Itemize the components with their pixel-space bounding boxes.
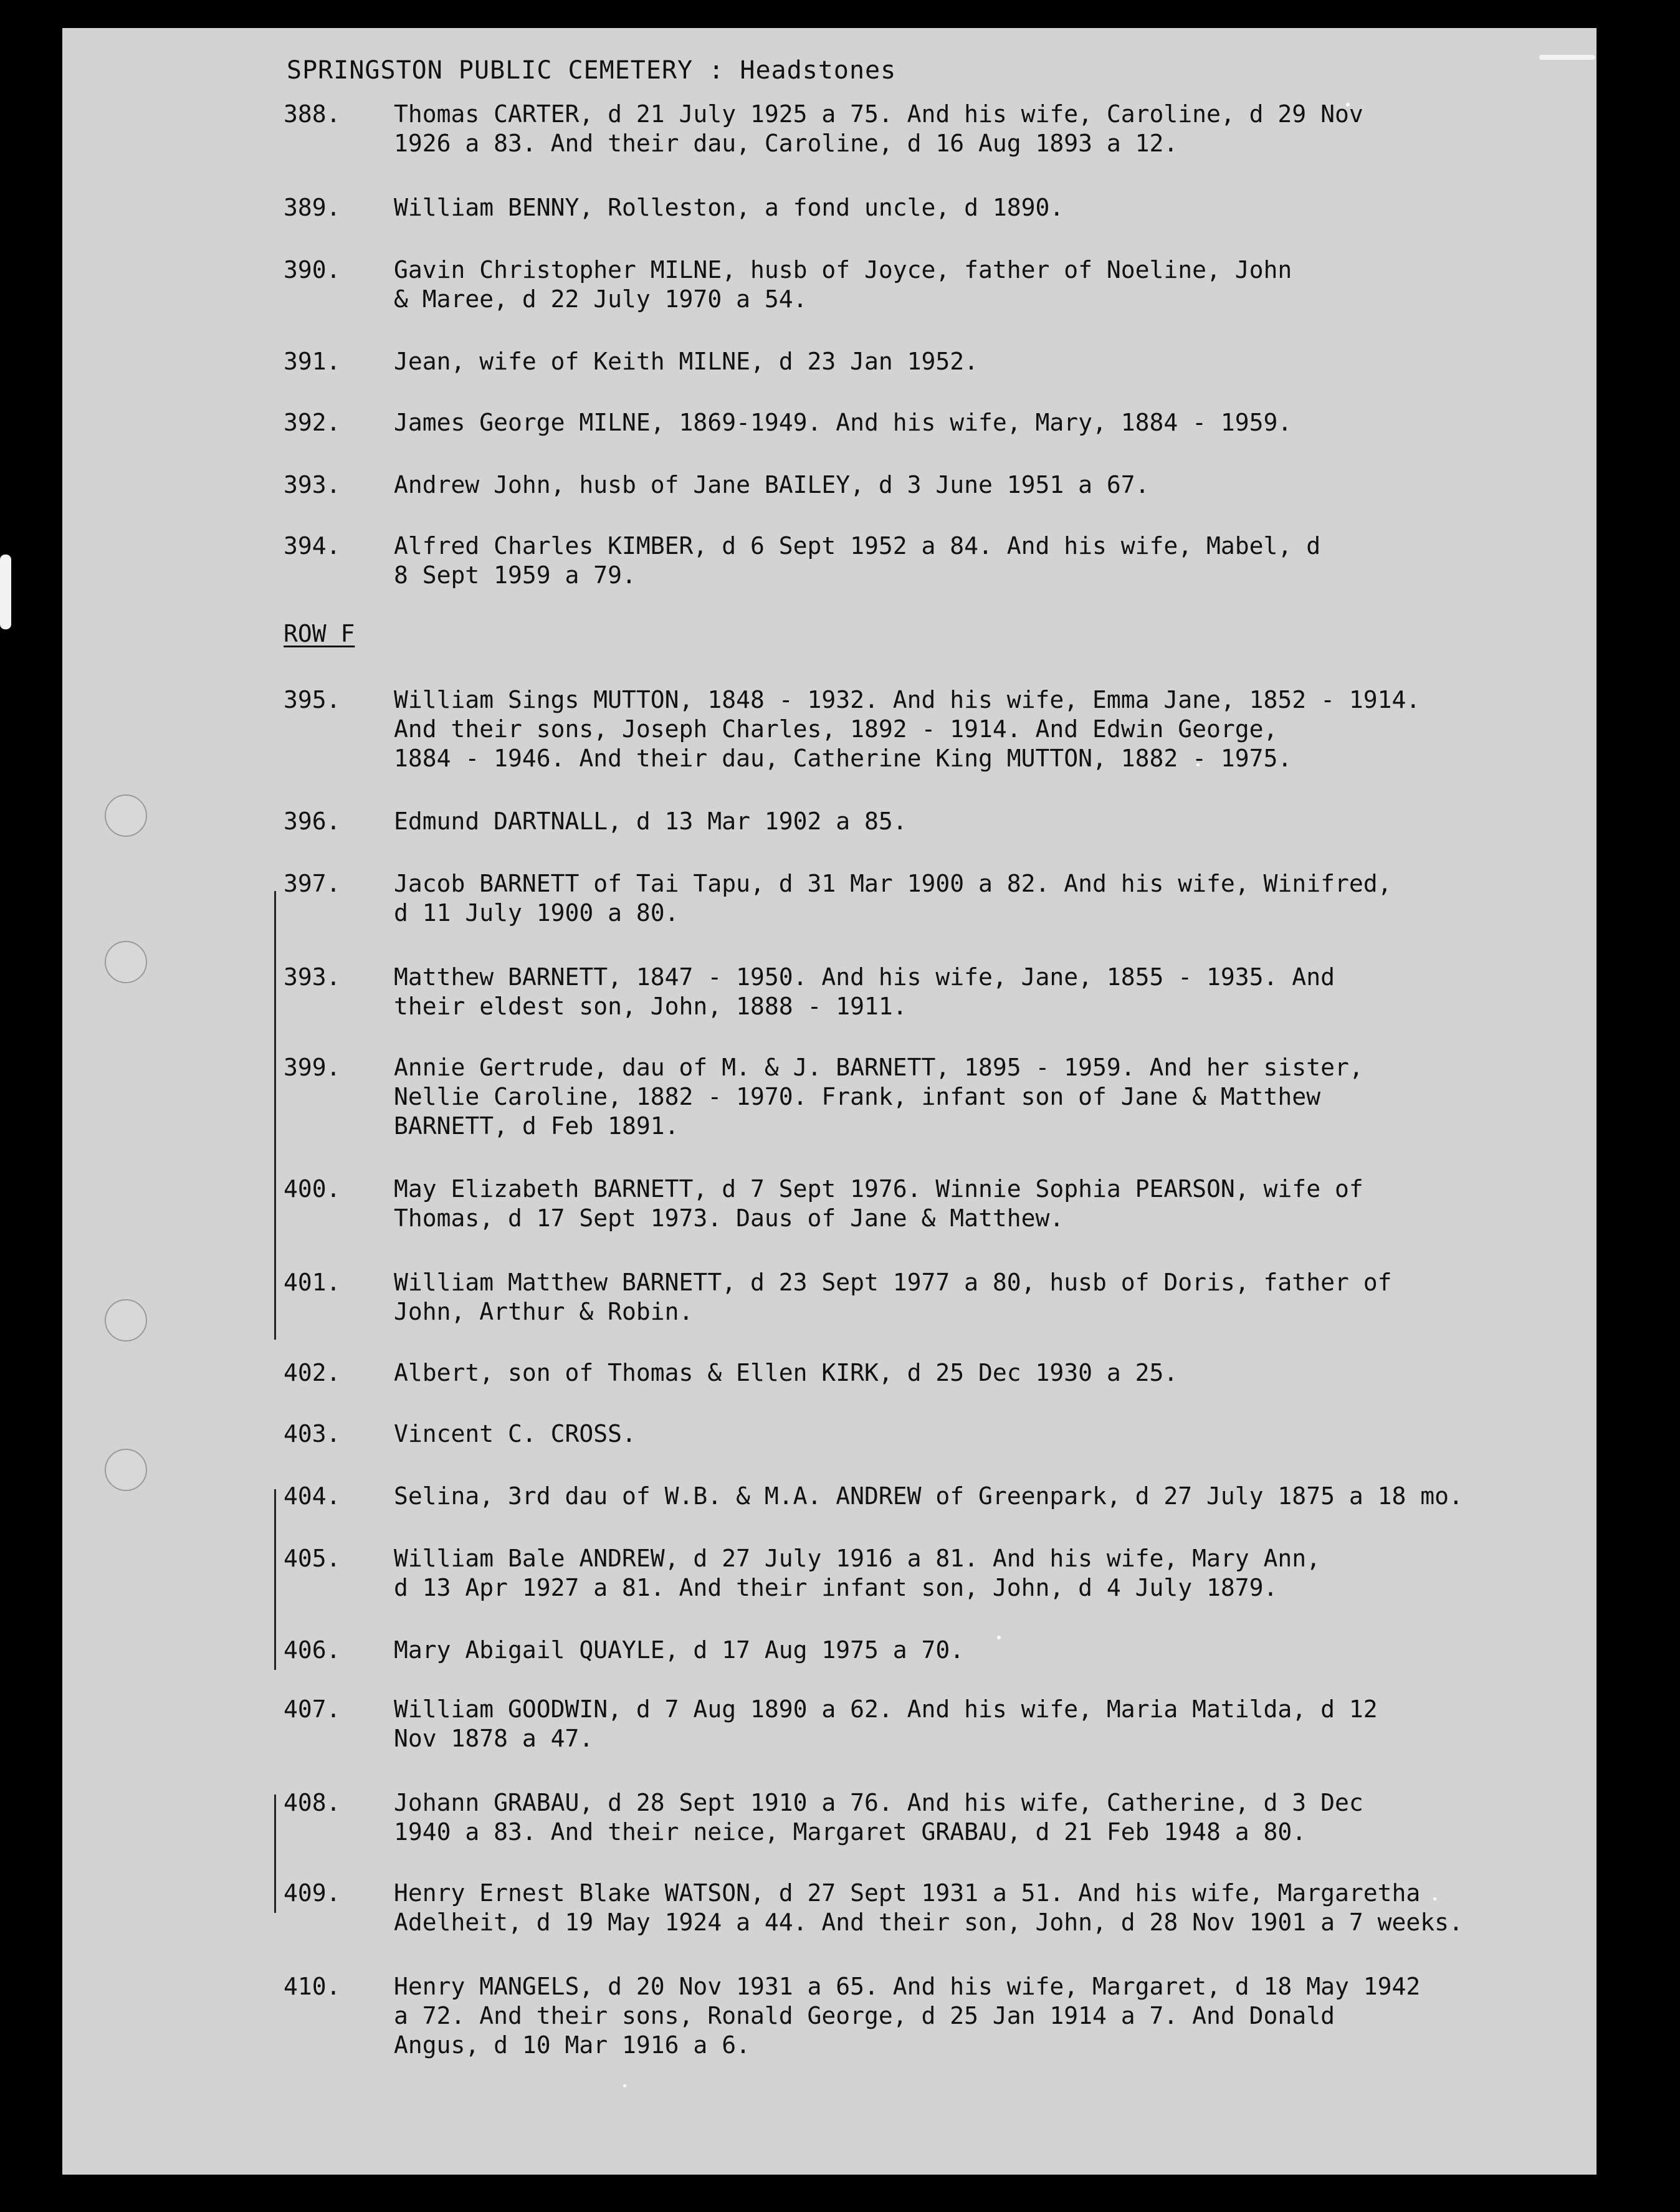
- entry-line: Adelheit, d 19 May 1924 a 44. And their son, John, d 28 Nov 1901 a 7 weeks.: [394, 1909, 1463, 1936]
- entry-line: James George MILNE, 1869-1949. And his wife, Mary, 1884 - 1959.: [394, 409, 1292, 436]
- entry-text: [394, 100, 1596, 158]
- punch-hole: [105, 1449, 147, 1491]
- entry-number: 401.: [284, 1269, 341, 1296]
- entry-text: [394, 1175, 1596, 1233]
- group-bracket: [274, 1489, 282, 1670]
- entry-line: 1926 a 83. And their dau, Caroline, d 16 Aug 1893 a 12.: [394, 130, 1178, 157]
- entry-text: [394, 408, 1596, 437]
- entry-text: [394, 1544, 1596, 1603]
- entry-line: d 13 Apr 1927 a 81. And their infant son, John, d 4 July 1879.: [394, 1574, 1278, 1601]
- entry-line: BARNETT, d Feb 1891.: [394, 1112, 679, 1140]
- entry-number: 407.: [284, 1695, 341, 1723]
- entry-line: Thomas CARTER, d 21 July 1925 a 75. And his wife, Caroline, d 29 Nov: [394, 100, 1363, 128]
- punch-hole: [105, 794, 147, 837]
- entry-line: Johann GRABAU, d 28 Sept 1910 a 76. And his wife, Catherine, d 3 Dec: [394, 1789, 1363, 1816]
- entry-text: [394, 1879, 1596, 1937]
- scan-mark: [0, 555, 11, 629]
- paper-speck: [623, 2084, 626, 2087]
- entry-line: Andrew John, husb of Jane BAILEY, d 3 June 1951 a 67.: [394, 471, 1150, 498]
- entry-text: [394, 963, 1596, 1021]
- entry-number: 394.: [284, 532, 341, 560]
- entry-text: [394, 1972, 1596, 2060]
- entry-number: 390.: [284, 256, 341, 284]
- entry-number: 403.: [284, 1420, 341, 1447]
- entry-number: 400.: [284, 1175, 341, 1203]
- entry-number: 389.: [284, 194, 341, 221]
- entry-line: a 72. And their sons, Ronald George, d 25 Jan 1914 a 7. And Donald: [394, 2002, 1335, 2029]
- entry-text: [394, 1482, 1596, 1511]
- entry-line: May Elizabeth BARNETT, d 7 Sept 1976. Winnie Sophia PEARSON, wife of: [394, 1175, 1363, 1203]
- entry-line: 1940 a 83. And their neice, Margaret GRABAU, d 21 Feb 1948 a 80.: [394, 1818, 1307, 1846]
- entry-line: Nov 1878 a 47.: [394, 1725, 594, 1752]
- entry-line: Matthew BARNETT, 1847 - 1950. And his wife, Jane, 1855 - 1935. And: [394, 963, 1335, 991]
- entry-text: [394, 1788, 1596, 1847]
- entry-line: Mary Abigail QUAYLE, d 17 Aug 1975 a 70.: [394, 1636, 965, 1664]
- punch-hole: [105, 1299, 147, 1342]
- entry-line: William Bale ANDREW, d 27 July 1916 a 81. And his wife, Mary Ann,: [394, 1545, 1321, 1572]
- entry-text: [394, 1419, 1596, 1449]
- entry-number: 396.: [284, 808, 341, 835]
- entry-text: [394, 807, 1596, 836]
- entry-line: Jacob BARNETT of Tai Tapu, d 31 Mar 1900 a 82. And his wife, Winifred,: [394, 870, 1392, 897]
- entry-line: Alfred Charles KIMBER, d 6 Sept 1952 a 84. And his wife, Mabel, d: [394, 532, 1321, 560]
- punch-hole: [105, 941, 147, 983]
- entry-line: Albert, son of Thomas & Ellen KIRK, d 25 Dec 1930 a 25.: [394, 1359, 1178, 1386]
- entry-line: Angus, d 10 Mar 1916 a 6.: [394, 2031, 750, 2059]
- entry-line: Henry MANGELS, d 20 Nov 1931 a 65. And his wife, Margaret, d 18 May 1942: [394, 1973, 1421, 2000]
- entry-text: [394, 1695, 1596, 1753]
- entry-number: 393.: [284, 963, 341, 991]
- entry-number: 408.: [284, 1789, 341, 1816]
- entry-number: 395.: [284, 686, 341, 713]
- entry-number: 397.: [284, 870, 341, 897]
- entry-line: Selina, 3rd dau of W.B. & M.A. ANDREW of Greenpark, d 27 July 1875 a 18 mo.: [394, 1482, 1463, 1510]
- entry-line: William GOODWIN, d 7 Aug 1890 a 62. And his wife, Maria Matilda, d 12: [394, 1695, 1378, 1723]
- entry-line: Edmund DARTNALL, d 13 Mar 1902 a 85.: [394, 808, 907, 835]
- entry-text: [394, 193, 1596, 222]
- entry-number: 399.: [284, 1054, 341, 1081]
- entry-text: [394, 470, 1596, 500]
- entry-text: [394, 347, 1596, 376]
- entry-number: 391.: [284, 348, 341, 375]
- entry-text: [394, 532, 1596, 590]
- entry-line: Vincent C. CROSS.: [394, 1420, 636, 1447]
- entry-text: [394, 685, 1596, 773]
- entry-text: [394, 1268, 1596, 1327]
- entry-line: William Sings MUTTON, 1848 - 1932. And his wife, Emma Jane, 1852 - 1914.: [394, 686, 1421, 713]
- entry-text: [394, 1636, 1596, 1665]
- entry-line: William BENNY, Rolleston, a fond uncle, d 1890.: [394, 194, 1064, 221]
- entry-text: [394, 1053, 1596, 1141]
- entry-line: 8 Sept 1959 a 79.: [394, 561, 636, 589]
- entry-line: Thomas, d 17 Sept 1973. Daus of Jane & Matthew.: [394, 1204, 1064, 1232]
- entry-line: John, Arthur & Robin.: [394, 1298, 694, 1325]
- entry-number: 405.: [284, 1545, 341, 1572]
- group-bracket: [274, 891, 282, 1340]
- entry-line: And their sons, Joseph Charles, 1892 - 1914. And Edwin George,: [394, 715, 1278, 743]
- entry-number: 410.: [284, 1973, 341, 2000]
- group-bracket: [274, 1795, 282, 1913]
- entry-line: Henry Ernest Blake WATSON, d 27 Sept 1931 a 51. And his wife, Margaretha: [394, 1879, 1421, 1907]
- entry-text: [394, 869, 1596, 928]
- row-heading: ROW F: [284, 620, 355, 647]
- entry-number: 393.: [284, 471, 341, 498]
- entry-number: 392.: [284, 409, 341, 436]
- entry-text: [394, 255, 1596, 314]
- entry-number: 409.: [284, 1879, 341, 1907]
- entry-line: Nellie Caroline, 1882 - 1970. Frank, infant son of Jane & Matthew: [394, 1083, 1321, 1110]
- entry-line: William Matthew BARNETT, d 23 Sept 1977 a 80, husb of Doris, father of: [394, 1269, 1392, 1296]
- entry-line: d 11 July 1900 a 80.: [394, 899, 679, 927]
- entry-line: Jean, wife of Keith MILNE, d 23 Jan 1952.: [394, 348, 978, 375]
- entry-number: 402.: [284, 1359, 341, 1386]
- entry-number: 404.: [284, 1482, 341, 1510]
- entry-number: 388.: [284, 100, 341, 128]
- entry-line: & Maree, d 22 July 1970 a 54.: [394, 285, 808, 313]
- entry-line: Gavin Christopher MILNE, husb of Joyce, father of Noeline, John: [394, 256, 1292, 284]
- entry-line: Annie Gertrude, dau of M. & J. BARNETT, 1895 - 1959. And her sister,: [394, 1054, 1363, 1081]
- entry-line: their eldest son, John, 1888 - 1911.: [394, 993, 907, 1020]
- page-title: SPRINGSTON PUBLIC CEMETERY : Headstones: [287, 56, 897, 85]
- entry-line: 1884 - 1946. And their dau, Catherine King MUTTON, 1882 - 1975.: [394, 745, 1292, 772]
- entry-number: 406.: [284, 1636, 341, 1664]
- entry-text: [394, 1358, 1596, 1388]
- document-page: [62, 28, 1596, 2175]
- scan-mark: [1539, 55, 1595, 60]
